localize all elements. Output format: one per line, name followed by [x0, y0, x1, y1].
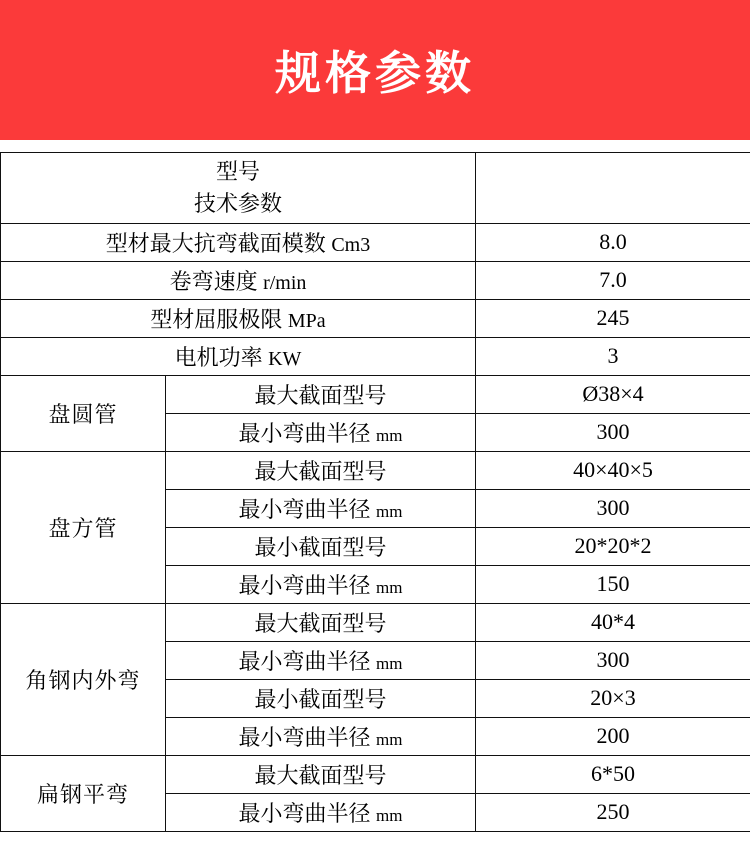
row-label-text: 型材屈服极限 — [150, 306, 283, 332]
row-value: 250 — [476, 793, 750, 831]
row-value: 40*4 — [476, 603, 750, 641]
row-unit: KW — [268, 347, 302, 370]
row-label-text: 电机功率 — [174, 344, 263, 370]
row-label — [1, 223, 476, 261]
row-label — [166, 717, 476, 755]
table-row — [1, 223, 750, 261]
row-group: 盘圆管 — [1, 375, 166, 451]
row-label-text: 最小弯曲半径 — [238, 724, 371, 750]
row-label — [1, 299, 476, 337]
row-label-text: 最小截面型号 — [254, 534, 387, 560]
row-group: 盘方管 — [1, 451, 166, 603]
table-row — [1, 755, 750, 793]
row-label — [166, 755, 476, 793]
row-label — [166, 489, 476, 527]
row-label — [166, 527, 476, 565]
row-label-text: 最小弯曲半径 — [238, 420, 371, 446]
row-value: Ø38×4 — [476, 375, 750, 413]
row-value: 6*50 — [476, 755, 750, 793]
row-label-text: 最小弯曲半径 — [238, 648, 371, 674]
table-row — [1, 451, 750, 489]
row-label — [166, 641, 476, 679]
row-unit: mm — [376, 805, 403, 825]
row-group: 扁钢平弯 — [1, 755, 166, 831]
row-label — [166, 375, 476, 413]
spec-table-body — [1, 153, 750, 832]
row-label — [1, 261, 476, 299]
row-unit: mm — [376, 501, 403, 521]
row-label — [166, 603, 476, 641]
table-row — [1, 375, 750, 413]
table-header-row — [1, 153, 750, 224]
row-value: 245 — [476, 299, 750, 337]
row-value: 300 — [476, 641, 750, 679]
header-model-cell — [1, 153, 476, 224]
row-value: 40×40×5 — [476, 451, 750, 489]
row-group: 角钢内外弯 — [1, 603, 166, 755]
row-label-text: 卷弯速度 — [169, 268, 258, 294]
table-row — [1, 299, 750, 337]
row-value: 300 — [476, 413, 750, 451]
row-unit: r/min — [263, 271, 307, 294]
row-label-text: 最大截面型号 — [254, 458, 387, 484]
row-unit: MPa — [287, 309, 326, 332]
row-unit: Cm3 — [331, 233, 371, 256]
row-label — [166, 565, 476, 603]
row-label-text: 最小弯曲半径 — [238, 496, 371, 522]
row-value: 150 — [476, 565, 750, 603]
row-value: 7.0 — [476, 261, 750, 299]
row-label-text: 型材最大抗弯截面模数 — [105, 230, 326, 256]
header-model-label: 型号 — [216, 159, 261, 184]
row-value: 8.0 — [476, 223, 750, 261]
table-row — [1, 603, 750, 641]
banner-title: 规格参数 — [275, 47, 475, 99]
row-label-text: 最大截面型号 — [254, 382, 387, 408]
row-label — [1, 337, 476, 375]
row-label-text: 最大截面型号 — [254, 610, 387, 636]
row-label — [166, 451, 476, 489]
row-value: 20×3 — [476, 679, 750, 717]
row-label-text: 最大截面型号 — [254, 762, 387, 788]
header-value-cell — [476, 153, 750, 224]
row-value: 300 — [476, 489, 750, 527]
row-label-text: 最小弯曲半径 — [238, 572, 371, 598]
row-label-text: 最小截面型号 — [254, 686, 387, 712]
row-label — [166, 413, 476, 451]
row-value: 20*20*2 — [476, 527, 750, 565]
row-label — [166, 793, 476, 831]
banner — [0, 0, 750, 140]
row-value: 200 — [476, 717, 750, 755]
spec-table — [0, 152, 750, 832]
table-row — [1, 261, 750, 299]
row-unit: mm — [376, 729, 403, 749]
row-label-text: 最小弯曲半径 — [238, 800, 371, 826]
table-row — [1, 337, 750, 375]
row-value: 3 — [476, 337, 750, 375]
row-unit: mm — [376, 577, 403, 597]
row-unit: mm — [376, 425, 403, 445]
header-params-label: 技术参数 — [194, 190, 283, 216]
row-label — [166, 679, 476, 717]
row-unit: mm — [376, 653, 403, 673]
